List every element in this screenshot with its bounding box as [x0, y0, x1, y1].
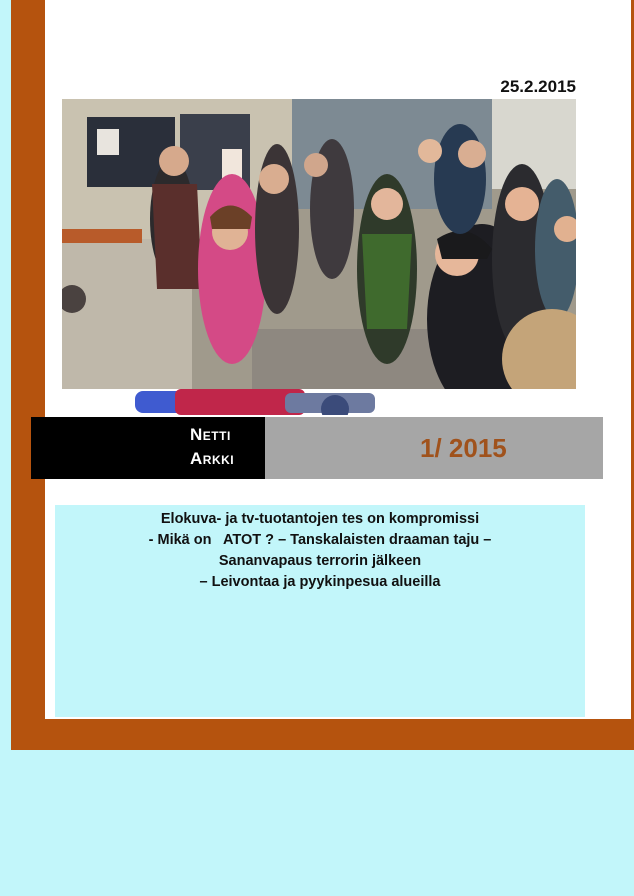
issue-date: 25.2.2015	[500, 77, 576, 96]
cover-photo	[62, 99, 576, 389]
headline-item: – Leivontaa ja pyykinpesua alueilla	[199, 574, 441, 590]
masthead-title-line1: Netti	[190, 425, 231, 444]
masthead-title-line2: Arkki	[190, 449, 235, 468]
masthead-title	[190, 423, 234, 471]
group-photo-illustration	[62, 99, 576, 389]
issue-number: 1/ 2015	[420, 433, 507, 463]
masthead-title-block	[31, 417, 265, 479]
wheelchair-image-fragment	[135, 389, 387, 415]
headlines-box	[55, 505, 585, 717]
headline-item: Sananvapaus terrorin jälkeen	[218, 553, 422, 569]
headline-list	[55, 505, 585, 593]
headline-item: Elokuva- ja tv-tuotantojen tes on kompromissi	[160, 511, 480, 527]
headline-item: - Mikä on ATOT ? – Tanskalaisten draaman taju –	[148, 532, 492, 548]
